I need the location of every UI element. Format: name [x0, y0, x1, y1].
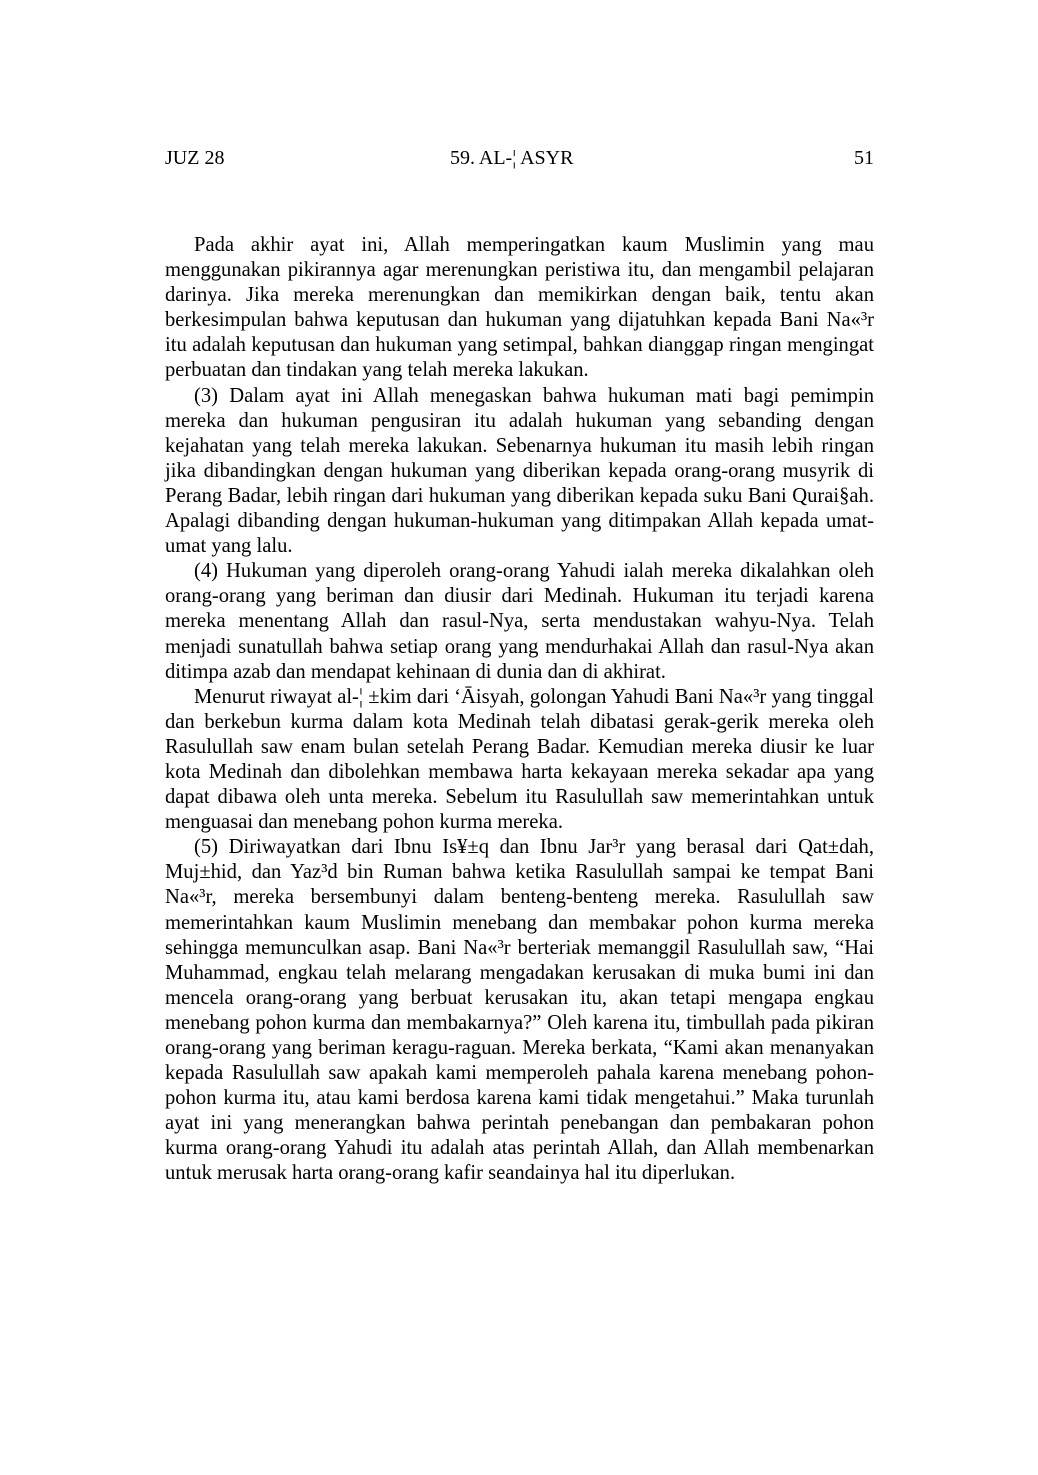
body-text	[165, 233, 874, 1187]
paragraph: (5) Diriwayatkan dari Ibnu Is¥±q dan Ibnu Jar³r yang berasal dari Qat±dah, Muj±hid, dan Yaz³d bin Ruman bahwa ketika Rasulullah sampai ke tempat Bani Na«³r, mereka bersembunyi dalam benteng-benteng mereka. Rasulullah saw memerintahkan kaum Muslimin menebang dan membakar pohon kurma mereka sehingga memunculkan asap. Bani Na«³r berteriak memanggil Rasulullah saw, “Hai Muhammad, engkau telah melarang mengadakan kerusakan di muka bumi ini dan mencela orang-orang yang berbuat kerusakan itu, akan tetapi mengapa engkau menebang pohon kurma dan membakarnya?” Oleh karena itu, timbullah pada pikiran orang-orang yang beriman keragu-raguan. Mereka berkata, “Kami akan menanyakan kepada Rasulullah saw apakah kami memperoleh pahala karena menebang pohon-pohon kurma itu, atau kami berdosa karena kami tidak mengetahui.” Maka turunlah ayat ini yang menerangkan bahwa perintah penebangan dan pembakaran pohon kurma orang-orang Yahudi itu adalah atas perintah Allah, dan Allah membenarkan untuk merusak harta orang-orang kafir seandainya hal itu diperlukan.	[165, 836, 874, 1185]
paragraph: (3) Dalam ayat ini Allah menegaskan bahwa hukuman mati bagi pemimpin mereka dan hukuman pengusiran itu adalah hukuman yang sebanding dengan kejahatan yang telah mereka lakukan. Sebenarnya hukuman itu masih lebih ringan jika dibandingkan dengan hukuman yang diberikan kepada orang-orang musyrik di Perang Badar, lebih ringan dari hukuman yang diberikan kepada suku Bani Qurai§ah. Apalagi dibanding dengan hukuman-hukuman yang ditimpakan Allah kepada umat-umat yang lalu.	[165, 384, 874, 558]
paragraph: (4) Hukuman yang diperoleh orang-orang Yahudi ialah mereka dikalahkan oleh orang-orang yang beriman dan diusir dari Medinah. Hukuman itu terjadi karena mereka menentang Allah dan rasul-Nya, serta mendustakan wahyu-Nya. Telah menjadi sunatullah bahwa setiap orang yang mendurhakai Allah dan rasul-Nya akan ditimpa azab dan mendapat kehinaan di dunia dan di akhirat.	[165, 560, 874, 683]
paragraph: Menurut riwayat al-¦ ±kim dari ‘Āisyah, golongan Yahudi Bani Na«³r yang tinggal dan berkebun kurma dalam kota Medinah telah dibatasi gerak-gerik mereka oleh Rasulullah saw enam bulan setelah Perang Badar. Kemudian mereka diusir ke luar kota Medinah dan dibolehkan membawa harta kekayaan mereka sekadar apa yang dapat dibawa oleh unta mereka. Sebelum itu Rasulullah saw memerintahkan untuk menguasai dan menebang pohon kurma mereka.	[165, 685, 874, 834]
running-header	[165, 144, 874, 172]
page-number: 51	[854, 147, 874, 169]
paragraph: Pada akhir ayat ini, Allah memperingatkan kaum Muslimin yang mau menggunakan pikirannya agar merenungkan peristiwa itu, dan mengambil pelajaran darinya. Jika mereka merenungkan dan memikirkan dengan baik, tentu akan berkesimpulan bahwa keputusan dan hukuman yang dijatuhkan kepada Bani Na«³r itu adalah keputusan dan hukuman yang setimpal, bahkan dianggap ringan mengingat perbuatan dan tindakan yang telah mereka lakukan.	[165, 234, 874, 382]
surah-title: 59. AL-¦ ASYR	[450, 147, 574, 169]
juz-label: JUZ 28	[165, 147, 225, 169]
